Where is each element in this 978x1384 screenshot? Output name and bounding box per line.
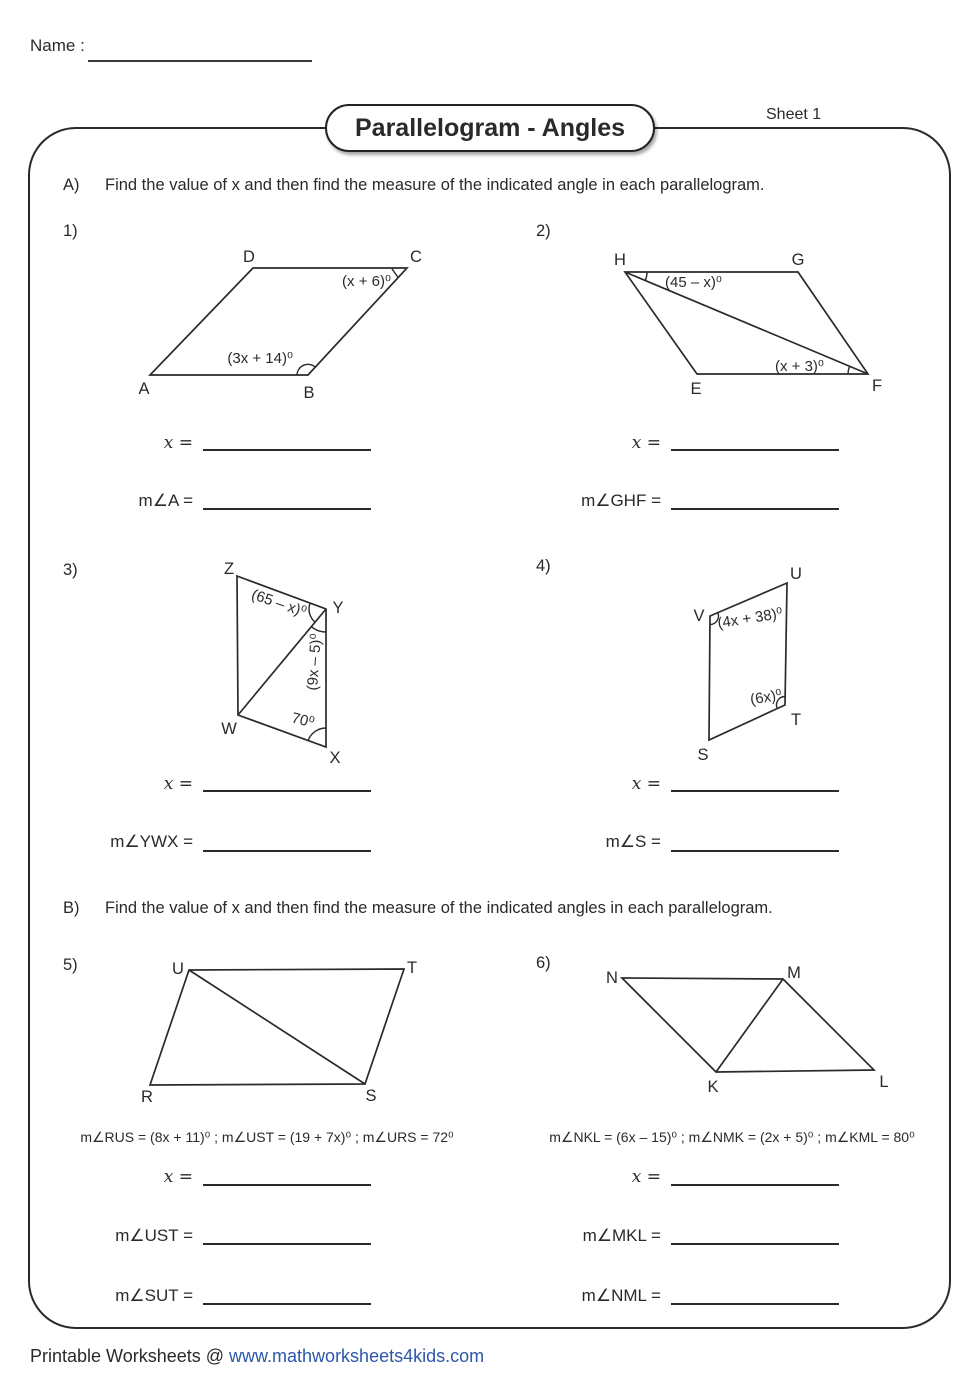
p4-angle-label: m∠S = xyxy=(605,832,661,851)
p6-condition: m∠NKL = (6x – 15)⁰ ; m∠NMK = (2x + 5)⁰ ; m∠KML = 80⁰ xyxy=(549,1129,915,1145)
p3-x-label: x = xyxy=(163,774,193,794)
p5-condition: m∠RUS = (8x + 11)⁰ ; m∠UST = (19 + 7x)⁰ ; m∠URS = 72⁰ xyxy=(80,1129,454,1145)
angle-label-x: 70⁰ xyxy=(289,709,316,732)
angle-label-diagonal: (9x – 5)⁰ xyxy=(304,633,325,691)
vertex-w: W xyxy=(221,720,237,738)
section-a-instruction: Find the value of x and then find the measure of the indicated angle in each parallelogram. xyxy=(105,176,765,194)
p5-angle2-label: m∠SUT = xyxy=(115,1286,193,1305)
p6-angle1-label: m∠MKL = xyxy=(582,1226,661,1245)
vertex-g: G xyxy=(791,251,805,269)
vertex-r5: R xyxy=(141,1088,153,1106)
p3-angle-blank[interactable] xyxy=(203,850,371,852)
problem-3-number: 3) xyxy=(63,561,78,579)
problem-5-number: 5) xyxy=(63,956,78,974)
p6-x-label: x = xyxy=(631,1167,661,1187)
angle-label-h: (45 – x)⁰ xyxy=(665,274,722,291)
name-blank-line[interactable] xyxy=(88,38,312,62)
p1-x-blank[interactable] xyxy=(203,449,371,451)
vertex-h: H xyxy=(614,251,626,269)
vertex-a: A xyxy=(138,380,150,398)
p2-angle-label: m∠GHF = xyxy=(581,491,661,510)
vertex-k6: K xyxy=(707,1078,719,1096)
problem-4-number: 4) xyxy=(536,557,551,575)
p2-x-label: x = xyxy=(631,433,661,453)
p2-angle-blank[interactable] xyxy=(671,508,839,510)
p5-angle1-label: m∠UST = xyxy=(115,1226,193,1245)
p5-x-blank[interactable] xyxy=(203,1184,371,1186)
vertex-t: T xyxy=(790,711,802,729)
angle-label-f: (x + 3)⁰ xyxy=(775,358,824,375)
p5-angle2-blank[interactable] xyxy=(203,1303,371,1305)
angle-label-v: (4x + 38)⁰ xyxy=(716,604,784,633)
section-b-instruction: Find the value of x and then find the measure of the indicated angles in each parallelogram. xyxy=(105,899,773,917)
p6-angle2-label: m∠NML = xyxy=(581,1286,661,1305)
vertex-z: Z xyxy=(223,560,235,578)
vertex-m6: M xyxy=(787,964,801,982)
vertex-e: E xyxy=(690,380,702,398)
vertex-y: Y xyxy=(332,599,344,617)
problem-2-number: 2) xyxy=(536,222,551,240)
p5-angle1-blank[interactable] xyxy=(203,1243,371,1245)
problem-1-number: 1) xyxy=(63,222,78,240)
vertex-f: F xyxy=(871,377,883,395)
p5-x-label: x = xyxy=(163,1167,193,1187)
p1-angle-label: m∠A = xyxy=(138,491,193,510)
vertex-n6: N xyxy=(606,969,618,987)
p3-angle-label: m∠YWX = xyxy=(110,832,193,851)
vertex-l6: L xyxy=(879,1073,889,1091)
page-title: Parallelogram - Angles xyxy=(325,104,655,152)
vertex-s: S xyxy=(697,746,709,764)
p2-x-blank[interactable] xyxy=(671,449,839,451)
p4-x-blank[interactable] xyxy=(671,790,839,792)
footer-link[interactable]: www.mathworksheets4kids.com xyxy=(229,1346,485,1366)
footer xyxy=(30,1346,484,1367)
vertex-v: V xyxy=(693,607,705,625)
section-a-label: A) xyxy=(63,176,80,194)
vertex-x: X xyxy=(329,749,341,767)
angle-label-t: (6x)⁰ xyxy=(749,686,784,709)
footer-text: Printable Worksheets @ xyxy=(30,1346,230,1366)
p1-angle-blank[interactable] xyxy=(203,508,371,510)
vertex-b: B xyxy=(303,384,315,402)
problem-6-number: 6) xyxy=(536,954,551,972)
p6-x-blank[interactable] xyxy=(671,1184,839,1186)
vertex-s5: S xyxy=(365,1087,377,1105)
vertex-d: D xyxy=(243,248,255,266)
p6-angle2-blank[interactable] xyxy=(671,1303,839,1305)
worksheet-border xyxy=(28,127,951,1329)
sheet-label: Sheet 1 xyxy=(766,106,822,123)
p1-x-label: x = xyxy=(163,433,193,453)
vertex-c: C xyxy=(410,248,422,266)
vertex-t5: T xyxy=(406,959,418,977)
angle-label-zy: (65 – x)⁰ xyxy=(249,586,309,621)
p4-x-label: x = xyxy=(631,774,661,794)
vertex-u: U xyxy=(790,565,802,583)
name-label: Name : xyxy=(30,36,85,55)
p3-x-blank[interactable] xyxy=(203,790,371,792)
angle-label-b: (3x + 14)⁰ xyxy=(227,350,293,367)
p4-angle-blank[interactable] xyxy=(671,850,839,852)
section-b-label: B) xyxy=(63,899,80,917)
angle-label-c: (x + 6)⁰ xyxy=(342,273,391,290)
vertex-u5: U xyxy=(172,960,184,978)
p6-angle1-blank[interactable] xyxy=(671,1243,839,1245)
